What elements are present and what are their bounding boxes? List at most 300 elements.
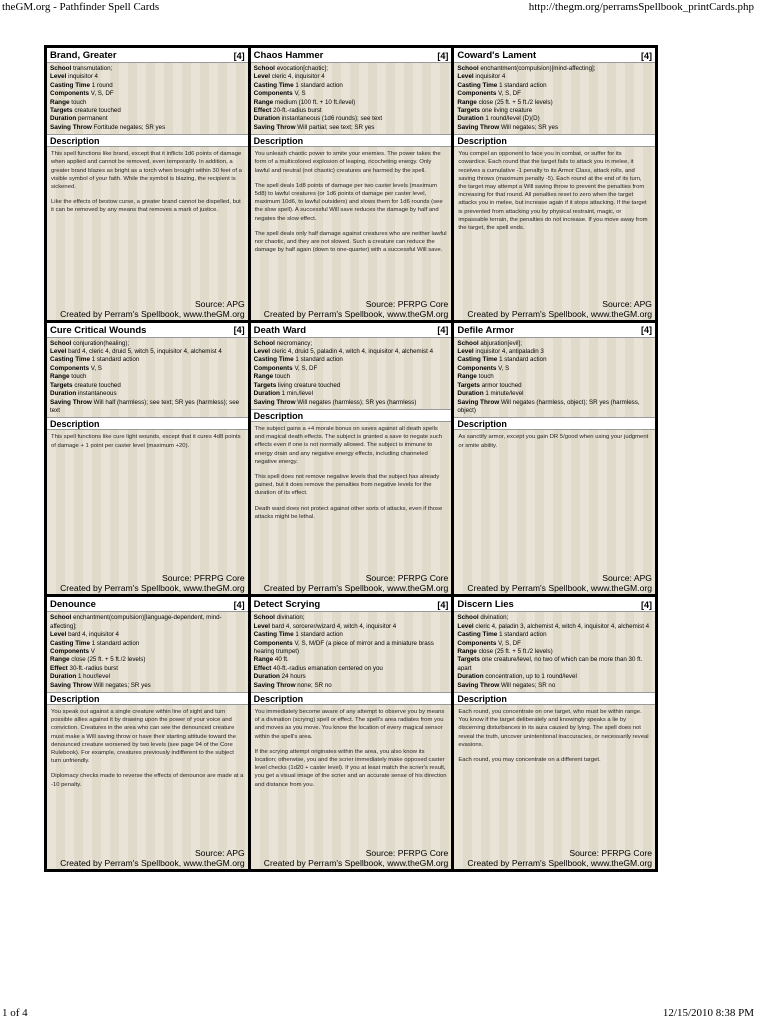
stat-value: 24 hours xyxy=(281,673,306,681)
stat-line xyxy=(50,365,245,373)
stat-line xyxy=(254,99,449,107)
stat-value: Will negates; SR no xyxy=(500,681,556,689)
stat-line xyxy=(50,90,245,98)
stat-value: 1 round/level (D)(D) xyxy=(485,115,540,123)
created-by: Created by Perram's Spellbook, www.theGM.org xyxy=(467,308,652,319)
stat-label: Saving Throw xyxy=(457,123,500,131)
stat-value: conjuration(healing); xyxy=(73,339,130,347)
stat-line xyxy=(457,656,652,673)
stat-value: 1 hour/level xyxy=(78,673,111,681)
source-name: PFRPG Core xyxy=(601,847,652,858)
source-name: APG xyxy=(633,298,652,309)
stat-label: Level xyxy=(253,622,270,630)
stat-line xyxy=(457,356,652,364)
stat-line xyxy=(50,124,245,132)
stat-label: Duration xyxy=(253,115,280,123)
stat-label: Targets xyxy=(457,107,480,115)
stat-label: Duration xyxy=(253,390,280,398)
stat-value: close (25 ft. + 5 ft./2 levels) xyxy=(71,656,146,664)
spell-level-badge: [4] xyxy=(233,599,245,610)
stat-label: Components xyxy=(457,90,497,98)
spell-name: Detect Scrying xyxy=(253,599,321,611)
stat-value: V, S xyxy=(90,364,102,372)
created-by: Created by Perram's Spellbook, www.theGM.org xyxy=(60,308,245,319)
source-label: Source: xyxy=(194,298,225,309)
card-footer xyxy=(47,573,248,594)
description-paragraph: Like the effects of bestow curse, a greater brand cannot be dispelled, but it can be removed by any means that removes a mark of justice. xyxy=(51,199,241,214)
stat-label: Duration xyxy=(50,115,77,123)
stat-value: bard 4, inquisitor 4 xyxy=(68,631,119,639)
spell-level-badge: [4] xyxy=(641,599,652,610)
description-heading: Description xyxy=(47,134,248,147)
stat-value: touch xyxy=(274,373,291,381)
stat-value: touch xyxy=(71,98,87,106)
stat-value: Will negates (harmless); SR yes (harmless) xyxy=(297,398,417,406)
stat-value: Will negates; SR yes xyxy=(93,681,151,689)
stat-label: Range xyxy=(253,373,274,381)
stat-line xyxy=(457,640,652,648)
spell-description xyxy=(454,430,655,449)
stat-label: Targets xyxy=(253,381,277,389)
stat-value: cleric 4, inquisitor 4 xyxy=(271,73,325,81)
spell-name: Death Ward xyxy=(253,324,307,336)
stat-label: Components xyxy=(253,639,293,647)
stat-value: bard 4, sorcerer/wizard 4, witch 4, inquisitor 4 xyxy=(271,622,397,630)
stat-value: concentration, up to 1 round/level xyxy=(485,673,577,681)
stat-line xyxy=(50,390,245,398)
spell-card xyxy=(47,323,248,595)
stat-line xyxy=(254,73,449,81)
created-by: Created by Perram's Spellbook, www.theGM.org xyxy=(263,857,449,868)
spell-level-badge: [4] xyxy=(233,50,245,61)
source-line xyxy=(254,848,449,858)
stat-line xyxy=(457,631,652,639)
stat-value: medium (100 ft. + 10 ft./level) xyxy=(274,98,356,106)
page-header-url: http://thegm.org/perramsSpellbook_printCards.php xyxy=(528,1,754,13)
stat-line xyxy=(457,365,652,373)
spell-card xyxy=(454,597,655,869)
stat-label: School xyxy=(457,339,479,347)
stat-label: Level xyxy=(457,73,474,81)
stat-label: Range xyxy=(50,656,70,664)
spell-description xyxy=(454,705,655,764)
stat-value: Fortitude negates; SR yes xyxy=(93,123,166,131)
source-name: APG xyxy=(226,847,245,858)
source-line xyxy=(254,573,449,583)
stat-label: Duration xyxy=(50,390,77,398)
stat-line xyxy=(50,640,245,648)
card-title-bar xyxy=(454,323,655,338)
created-by: Created by Perram's Spellbook, www.theGM.org xyxy=(467,857,652,868)
stat-line xyxy=(50,340,245,348)
stat-value: 1 round xyxy=(91,81,113,89)
stat-line xyxy=(50,682,245,690)
stat-line xyxy=(254,682,449,690)
source-line xyxy=(50,848,245,858)
stat-value: enchantment(compulsion)[mind-affecting]; xyxy=(480,65,596,72)
stat-line xyxy=(50,348,245,356)
stat-value: creature touched xyxy=(74,381,121,389)
stat-line xyxy=(457,124,652,132)
page-number: 1 of 4 xyxy=(2,1007,28,1019)
stat-label: Range xyxy=(253,98,274,106)
source-label: Source: xyxy=(162,573,192,584)
stat-line xyxy=(457,107,652,115)
stat-label: Components xyxy=(50,90,90,98)
stat-value: 1 standard action xyxy=(295,81,343,89)
spell-stats xyxy=(454,612,655,691)
stat-value: 40-ft.-radius emanation centered on you xyxy=(273,664,383,672)
stat-line xyxy=(254,348,449,356)
stat-label: School xyxy=(457,65,479,72)
stat-line xyxy=(457,65,652,73)
stat-value: living creature touched xyxy=(278,381,341,389)
stat-label: School xyxy=(50,339,72,347)
stat-value: touch xyxy=(71,373,87,381)
card-footer xyxy=(454,573,655,594)
stat-label: Casting Time xyxy=(253,356,294,364)
stat-label: Components xyxy=(50,647,90,655)
stat-value: V, S xyxy=(498,364,510,372)
source-line xyxy=(50,299,245,309)
description-paragraph: The spell deals only half damage against creatures who are neither lawful nor chaotic, and they are not slowed. Such a creature can reduce the damage by half again (down to one-quarter) with a successful Will save. xyxy=(254,230,447,254)
stat-label: Casting Time xyxy=(50,639,91,647)
source-name: APG xyxy=(633,573,652,584)
spell-card xyxy=(454,323,655,595)
spell-stats xyxy=(47,63,248,133)
stat-label: Components xyxy=(253,90,293,98)
card-footer xyxy=(454,848,655,869)
stat-label: Range xyxy=(457,373,477,381)
stat-value: 1 standard action xyxy=(499,81,547,89)
source-name: PFRPG Core xyxy=(194,573,245,584)
stat-label: Components xyxy=(457,364,497,372)
stat-line xyxy=(50,648,245,656)
stat-label: Targets xyxy=(457,381,480,389)
stat-label: Saving Throw xyxy=(253,681,296,689)
stat-label: Casting Time xyxy=(50,81,91,89)
stat-label: Range xyxy=(50,98,70,106)
spell-name: Cure Critical Wounds xyxy=(50,324,147,336)
stat-value: armor touched xyxy=(481,381,522,389)
stat-line xyxy=(457,614,652,622)
spell-stats xyxy=(251,63,452,133)
stat-label: Effect xyxy=(50,664,68,672)
card-footer xyxy=(47,299,248,320)
description-heading: Description xyxy=(251,409,452,422)
description-paragraph: This spell functions like cure light wounds, except that it cures 4d8 points of damage + 1 point per caster level (maximum +20). xyxy=(51,434,241,449)
stat-label: Duration xyxy=(253,673,280,681)
description-paragraph: Diplomacy checks made to reverse the effects of denounce are made at a -10 penalty. xyxy=(51,773,244,788)
stat-line xyxy=(254,640,449,657)
description-paragraph: You compel an opponent to face you in combat, or suffer for its cowardice. Each round that the target fails to attack you in melee, it receives a cumulative -1 penalty to its Armor Class, attack rolls, and saving throws (maximum penalty -5). Each round at the end of its turn, the target may attempt a Will saving throw to prevent the penalties from increasing for that round. All penalties reset to zero when the target attacks you in melee, but increase again if it stops attacking. If the target is prevented from attacking you by physical restraint, magic, or impassable terrain, the penalties do not increase. If you move away from the target, the spell ends. xyxy=(458,151,648,232)
description-paragraph: You immediately become aware of any attempt to observe you by means of a divination (scrying) spell or effect. The spell's area radiates from you and moves as you move. You know the location of every magical sensor within the spell's area. xyxy=(254,708,445,740)
stat-value: Will half (harmless); see text; SR yes (harmless); see text xyxy=(50,398,240,414)
source-line xyxy=(457,299,652,309)
source-name: PFRPG Core xyxy=(397,847,449,858)
source-name: PFRPG Core xyxy=(397,573,449,584)
spell-name: Coward's Lament xyxy=(457,50,537,61)
stat-line xyxy=(50,82,245,90)
card-title-bar xyxy=(47,323,248,338)
spell-level-badge: [4] xyxy=(641,325,652,336)
stat-line xyxy=(50,73,245,81)
source-label: Source: xyxy=(602,298,632,309)
description-paragraph: This spell does not remove negative levels that the subject has already gained, but it does remove the penalties from negative levels for the duration of its effect. xyxy=(254,473,440,497)
stat-label: Effect xyxy=(253,664,272,672)
stat-label: Saving Throw xyxy=(50,398,92,406)
stat-line xyxy=(254,373,449,381)
stat-value: cleric 4, paladin 3, alchemist 4, witch 4, inquisitor 4, alchemist 4 xyxy=(475,622,650,630)
spell-description xyxy=(47,705,248,789)
stat-value: divination; xyxy=(276,614,305,622)
description-paragraph: Death ward does not protect against other sorts of attacks, even if those attacks might be lethal. xyxy=(254,505,443,520)
stat-line xyxy=(254,656,449,664)
stat-value: instantaneous (1d6 rounds); see text xyxy=(281,115,383,123)
stat-label: Range xyxy=(253,656,274,664)
stat-value: 1 standard action xyxy=(499,631,547,639)
stat-label: Saving Throw xyxy=(253,398,296,406)
spell-stats xyxy=(47,338,248,417)
source-label: Source: xyxy=(602,573,632,584)
stat-label: School xyxy=(50,65,72,72)
stat-value: inquisitor 4, antipaladin 3 xyxy=(475,348,544,356)
stat-label: Saving Throw xyxy=(457,681,500,689)
stat-label: Casting Time xyxy=(457,81,498,89)
stat-line xyxy=(50,665,245,673)
stat-line xyxy=(457,90,652,98)
stat-label: Range xyxy=(457,98,477,106)
spell-name: Discern Lies xyxy=(457,599,514,611)
stat-line xyxy=(457,673,652,681)
spell-card xyxy=(251,48,452,320)
source-label: Source: xyxy=(194,847,225,858)
stat-label: Duration xyxy=(457,673,484,681)
spell-description xyxy=(47,147,248,214)
description-paragraph: You unleash chaotic power to smite your enemies. The power takes the form of a multicolored explosion of leaping, ricocheting energy. Only lawful and neutral (not chaotic) creatures are harmed by the spell. xyxy=(254,151,441,174)
stat-label: Casting Time xyxy=(50,356,91,364)
stat-label: Duration xyxy=(50,673,77,681)
stat-value: 1 standard action xyxy=(91,639,140,647)
stat-label: Level xyxy=(457,622,474,630)
spell-description xyxy=(251,422,452,521)
stat-line xyxy=(50,356,245,364)
source-label: Source: xyxy=(569,847,599,858)
description-heading: Description xyxy=(454,692,655,705)
description-paragraph: The subject gains a +4 morale bonus on saves against all death spells and magical death effects. The subject is granted a save to negate such effects even if one is not normally allowed. The subject is immune to energy drain and any negative energy effects, including channeled negative energy. xyxy=(254,425,443,465)
spell-level-badge: [4] xyxy=(437,599,449,610)
spell-card-sheet xyxy=(44,45,658,872)
spell-stats xyxy=(251,338,452,408)
stat-label: Saving Throw xyxy=(253,123,296,131)
description-paragraph: You speak out against a single creature within line of sight and turn possible allies against it by drawing upon the power of your voice and conviction. Creatures in the area who can see the denounced creature must make a Will saving throw or have their starting attitude toward the denounced creature worsened by two levels (see page 94 of the Core Rulebook). For example, creatures previously indifferent to the subject turn unfriendly. xyxy=(51,708,236,765)
stat-label: School xyxy=(50,614,72,622)
source-line xyxy=(457,848,652,858)
spell-description xyxy=(251,705,452,789)
stat-line xyxy=(50,614,245,631)
stat-line xyxy=(457,340,652,348)
stat-label: Level xyxy=(253,348,270,356)
stat-value: 1 minute/level xyxy=(485,390,524,398)
spell-description xyxy=(47,430,248,449)
card-title-bar xyxy=(47,48,248,63)
stat-value: divination; xyxy=(480,614,509,622)
description-paragraph: If the scrying attempt originates within the area, you also know its location; otherwise, you and the scrier immediately make opposed caster level checks (1d20 + caster level). If you at least match the scrier's result, you get a visual image of the scrier and an accurate sense of his direction and distance from you. xyxy=(254,748,447,788)
spell-level-badge: [4] xyxy=(233,325,245,336)
stat-line xyxy=(457,382,652,390)
spell-stats xyxy=(454,63,655,133)
stat-label: Casting Time xyxy=(457,356,498,364)
stat-line xyxy=(50,99,245,107)
source-line xyxy=(254,299,449,309)
stat-line xyxy=(50,373,245,381)
stat-value: inquisitor 4 xyxy=(475,73,506,81)
stat-label: School xyxy=(253,339,275,347)
description-paragraph: This spell functions like brand, except that it inflicts 1d6 points of damage when applied and cannot be removed, even temporarily. In addition, a greater brand blazes as bright as a torch when brought within 30 feet of a visible symbol of your faith. While the symbol is blazing, the recipient is sickened. xyxy=(51,151,242,191)
stat-value: cleric 4, druid 5, paladin 4, witch 4, inquisitor 4, alchemist 4 xyxy=(271,348,434,356)
stat-line xyxy=(254,340,449,348)
stat-label: Saving Throw xyxy=(457,398,500,406)
stat-line xyxy=(254,665,449,673)
stat-line xyxy=(457,648,652,656)
stat-label: Level xyxy=(457,348,474,356)
stat-value: 1 standard action xyxy=(295,631,343,639)
stat-line xyxy=(254,90,449,98)
stat-value: bard 4, cleric 4, druid 5, witch 5, inquisitor 4, alchemist 4 xyxy=(68,348,222,356)
spell-level-badge: [4] xyxy=(641,50,652,61)
stat-value: V, S xyxy=(294,90,306,98)
spell-stats xyxy=(454,338,655,417)
source-label: Source: xyxy=(365,298,396,309)
stat-label: Casting Time xyxy=(457,631,498,639)
stat-value: 30-ft.-radius burst xyxy=(69,664,118,672)
stat-line xyxy=(50,631,245,639)
stat-label: Duration xyxy=(457,115,484,123)
description-heading: Description xyxy=(454,417,655,430)
stat-line xyxy=(254,399,449,407)
card-footer xyxy=(251,573,452,594)
spell-level-badge: [4] xyxy=(437,50,449,61)
spell-card xyxy=(47,597,248,869)
description-heading: Description xyxy=(47,417,248,430)
created-by: Created by Perram's Spellbook, www.theGM.org xyxy=(60,583,245,594)
stat-value: 20-ft.-radius burst xyxy=(273,107,322,115)
stat-label: Targets xyxy=(50,107,73,115)
source-label: Source: xyxy=(365,847,396,858)
stat-label: Saving Throw xyxy=(50,123,92,131)
stat-line xyxy=(457,73,652,81)
stat-line xyxy=(50,65,245,73)
created-by: Created by Perram's Spellbook, www.theGM.org xyxy=(263,583,449,594)
stat-label: School xyxy=(457,614,479,622)
description-paragraph: Each round, you may concentrate on a different target. xyxy=(458,757,601,763)
stat-value: close (25 ft. + 5 ft./2 levels) xyxy=(478,98,553,106)
stat-value: inquisitor 4 xyxy=(68,73,99,81)
stat-value: V, S, DF xyxy=(294,364,318,372)
stat-label: Targets xyxy=(457,656,480,664)
description-paragraph: As sanctify armor, except you gain DR 5/good when using your judgment or smite ability. xyxy=(458,434,649,449)
stat-value: close (25 ft. + 5 ft./2 levels) xyxy=(478,647,553,655)
stat-value: V, S, DF xyxy=(90,90,114,98)
description-heading: Description xyxy=(251,134,452,147)
stat-label: Range xyxy=(457,647,477,655)
spell-card xyxy=(251,597,452,869)
stat-value: touch xyxy=(478,373,494,381)
card-title-bar xyxy=(454,597,655,612)
card-title-bar xyxy=(454,48,655,63)
stat-label: Components xyxy=(50,364,90,372)
stat-line xyxy=(254,390,449,398)
spell-card xyxy=(251,323,452,595)
stat-value: enchantment(compulsion)[language-dependent, mind-affecting]; xyxy=(50,614,222,630)
stat-value: V, S, DF xyxy=(498,90,521,98)
spell-card xyxy=(47,48,248,320)
stat-value: 1 standard action xyxy=(91,356,140,364)
stat-label: Targets xyxy=(50,381,73,389)
stat-line xyxy=(50,115,245,123)
stat-label: School xyxy=(253,614,275,622)
spell-name: Denounce xyxy=(50,599,96,611)
stat-value: instantaneous xyxy=(78,390,117,398)
stat-value: 40 ft. xyxy=(274,656,289,664)
stat-label: Components xyxy=(457,639,497,647)
description-heading: Description xyxy=(251,692,452,705)
stat-label: Components xyxy=(253,364,293,372)
description-heading: Description xyxy=(47,692,248,705)
stat-line xyxy=(254,673,449,681)
stat-line xyxy=(254,107,449,115)
spell-name: Defile Armor xyxy=(457,324,514,336)
stat-line xyxy=(50,673,245,681)
stat-line xyxy=(50,399,245,416)
card-title-bar xyxy=(251,48,452,63)
stat-value: V, S, DF xyxy=(498,639,521,647)
stat-label: Casting Time xyxy=(253,81,294,89)
source-name: PFRPG Core xyxy=(397,298,449,309)
stat-value: evocation[chaotic]; xyxy=(276,65,328,72)
stat-line xyxy=(457,115,652,123)
stat-label: Effect xyxy=(253,107,272,115)
stat-label: School xyxy=(253,65,275,72)
description-paragraph: Each round, you concentrate on one target, who must be within range. You know if the target deliberately and knowingly speaks a lie by discerning disturbances in its aura caused by lying. The spell does not reveal the truth, uncover unintentional inaccuracies, or necessarily reveal evasions. xyxy=(458,708,649,748)
card-title-bar xyxy=(47,597,248,612)
stat-value: transmutation; xyxy=(73,65,113,72)
stat-line xyxy=(254,623,449,631)
stat-label: Level xyxy=(50,73,67,81)
spell-description xyxy=(251,147,452,254)
created-by: Created by Perram's Spellbook, www.theGM.org xyxy=(60,857,245,868)
stat-label: Level xyxy=(50,348,67,356)
card-title-bar xyxy=(251,597,452,612)
stat-label: Range xyxy=(50,373,70,381)
stat-line xyxy=(254,382,449,390)
stat-line xyxy=(457,373,652,381)
spell-level-badge: [4] xyxy=(437,325,449,336)
stat-line xyxy=(457,348,652,356)
source-label: Source: xyxy=(365,573,396,584)
stat-line xyxy=(457,390,652,398)
stat-label: Level xyxy=(50,631,67,639)
card-footer xyxy=(454,299,655,320)
stat-value: Will negates; SR yes xyxy=(500,123,559,131)
print-timestamp: 12/15/2010 8:38 PM xyxy=(662,1007,754,1019)
spell-card xyxy=(454,48,655,320)
stat-line xyxy=(254,631,449,639)
stat-value: V, S, M/DF (a piece of mirror and a miniature brass hearing trumpet) xyxy=(253,639,434,655)
created-by: Created by Perram's Spellbook, www.theGM.org xyxy=(263,308,449,319)
source-line xyxy=(457,573,652,583)
stat-line xyxy=(457,82,652,90)
